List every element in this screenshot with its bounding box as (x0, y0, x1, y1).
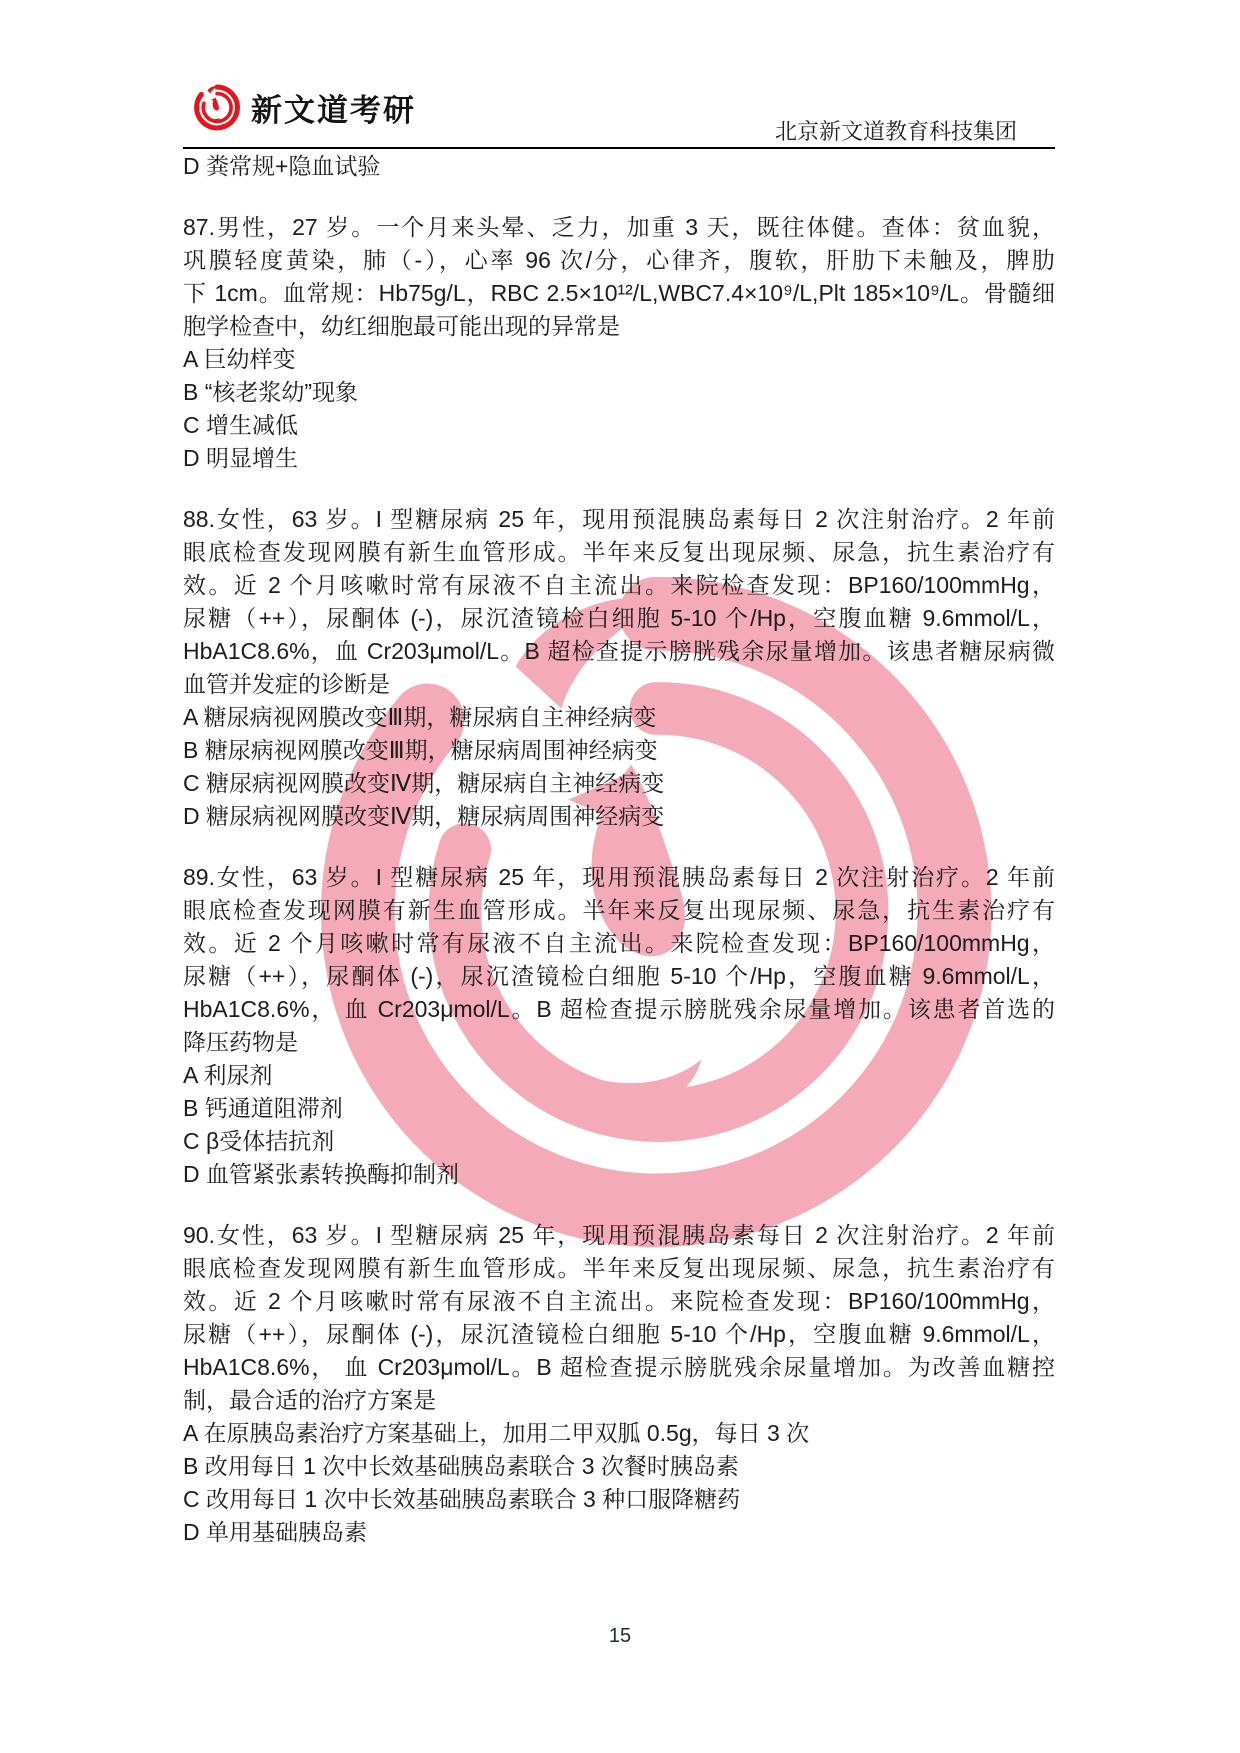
option-line: C β受体拮抗剂 (183, 1128, 335, 1154)
question-stem-line: HbA1C8.6%， 血 Cr203μmol/L。B 超检查提示膀胱残余尿量增加。为改善血糖控 (183, 1354, 1055, 1380)
option-line: B “核老浆幼”现象 (183, 379, 359, 405)
question-stem-line: 眼底检查发现网膜有新生血管形成。半年来反复出现尿频、尿急，抗生素治疗有 (183, 539, 1055, 565)
document-body (183, 150, 1055, 1549)
question-stem-line: 尿糖（++），尿酮体 (-)，尿沉渣镜检白细胞 5-10 个/Hp，空腹血糖 9.6mmol/L， (183, 963, 1055, 989)
question-stem-line: HbA1C8.6%，血 Cr203μmol/L。B 超检查提示膀胱残余尿量增加。该患者糖尿病微 (183, 638, 1055, 664)
option-line: A 糖尿病视网膜改变Ⅲ期，糖尿病自主神经病变 (183, 704, 657, 730)
option-line: A 利尿剂 (183, 1062, 273, 1088)
option-line: D 明显增生 (183, 445, 298, 471)
question-stem-line: 尿糖（++），尿酮体 (-)，尿沉渣镜检白细胞 5-10 个/Hp，空腹血糖 9.6mmol/L， (183, 1321, 1055, 1347)
question-stem-line: 87.男性，27 岁。一个月来头晕、乏力，加重 3 天，既往体健。查体：贫血貌， (183, 214, 1055, 240)
question-stem-line: HbA1C8.6%， 血 Cr203μmol/L。B 超检查提示膀胱残余尿量增加。该患者首选的 (183, 996, 1055, 1022)
question-stem-line: 降压药物是 (183, 1029, 298, 1055)
question-stem-line: 90.女性，63 岁。I 型糖尿病 25 年，现用预混胰岛素每日 2 次注射治疗。2 年前 (183, 1222, 1055, 1248)
question-stem-line: 效。近 2 个月咳嗽时常有尿液不自主流出。来院检查发现：BP160/100mmHg， (183, 1288, 1055, 1314)
option-line: D 血管紧张素转换酶抑制剂 (183, 1161, 459, 1187)
option-line: D 单用基础胰岛素 (183, 1519, 367, 1545)
question-stem-line: 血管并发症的诊断是 (183, 671, 390, 697)
option-line: B 钙通道阻滞剂 (183, 1095, 343, 1121)
option-line: D 粪常规+隐血试验 (183, 153, 381, 179)
question-block (183, 503, 1055, 833)
question-stem-line: 胞学检查中，幼红细胞最可能出现的异常是 (183, 313, 620, 339)
page-number: 15 (608, 1625, 632, 1647)
question-stem-line: 88.女性，63 岁。I 型糖尿病 25 年，现用预混胰岛素每日 2 次注射治疗。2 年前 (183, 506, 1055, 532)
option-line: A 巨幼样变 (183, 346, 296, 372)
question-block (183, 211, 1055, 475)
option-line: B 糖尿病视网膜改变Ⅲ期，糖尿病周围神经病变 (183, 737, 658, 763)
question-stem-line: 尿糖（++），尿酮体 (-)，尿沉渣镜检白细胞 5-10 个/Hp，空腹血糖 9.6mmol/L， (183, 605, 1055, 631)
option-line: C 增生减低 (183, 412, 298, 438)
question-stem-line: 眼底检查发现网膜有新生血管形成。半年来反复出现尿频、尿急，抗生素治疗有 (183, 1255, 1055, 1281)
option-line: C 糖尿病视网膜改变Ⅳ期，糖尿病自主神经病变 (183, 770, 665, 796)
question-block (183, 1219, 1055, 1549)
question-stem-line: 下 1cm。血常规：Hb75g/L，RBC 2.5×10¹²/L,WBC7.4×10⁹/L,Plt 185×10⁹/L。骨髓细 (183, 280, 1055, 306)
option-line: A 在原胰岛素治疗方案基础上，加用二甲双胍 0.5g，每日 3 次 (183, 1420, 810, 1446)
question-stem-line: 效。近 2 个月咳嗽时常有尿液不自主流出。来院检查发现：BP160/100mmHg， (183, 930, 1055, 956)
question-stem-line: 制，最合适的治疗方案是 (183, 1387, 436, 1413)
phoenix-logo-icon (193, 80, 241, 134)
option-line: D 糖尿病视网膜改变Ⅳ期，糖尿病周围神经病变 (183, 803, 665, 829)
option-line: B 改用每日 1 次中长效基础胰岛素联合 3 次餐时胰岛素 (183, 1453, 739, 1479)
header (183, 0, 1055, 149)
company-name: 北京新文道教育科技集团 (774, 119, 1017, 144)
option-line: C 改用每日 1 次中长效基础胰岛素联合 3 种口服降糖药 (183, 1486, 741, 1512)
brand-name: 新文道考研 (251, 92, 416, 128)
question-stem-line: 眼底检查发现网膜有新生血管形成。半年来反复出现尿频、尿急，抗生素治疗有 (183, 897, 1055, 923)
question-block (183, 861, 1055, 1191)
question-stem-line: 效。近 2 个月咳嗽时常有尿液不自主流出。来院检查发现：BP160/100mmHg， (183, 572, 1055, 598)
question-stem-line: 巩膜轻度黄染，肺（-），心率 96 次/分，心律齐，腹软，肝肋下未触及，脾肋 (183, 247, 1055, 273)
brand-logo (193, 80, 416, 134)
questions (183, 211, 1055, 1549)
question-stem-line: 89.女性，63 岁。I 型糖尿病 25 年，现用预混胰岛素每日 2 次注射治疗。2 年前 (183, 864, 1055, 890)
